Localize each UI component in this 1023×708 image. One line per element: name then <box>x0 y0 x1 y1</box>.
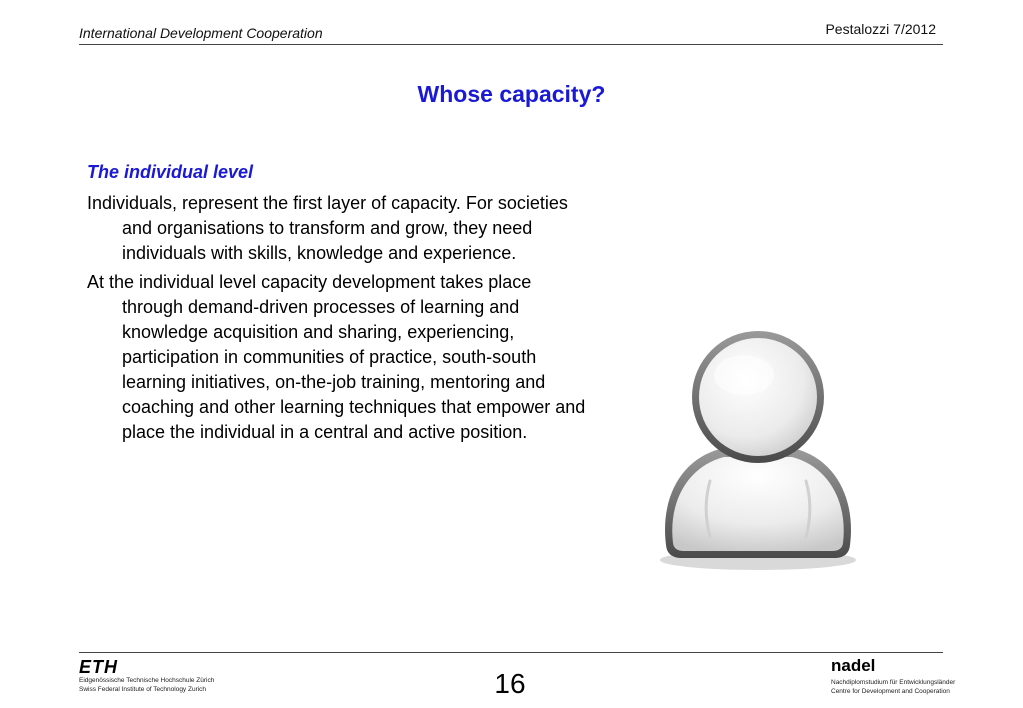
header-course-title: International Development Cooperation <box>79 25 323 41</box>
page-number: 16 <box>494 668 526 699</box>
section-subheading: The individual level <box>87 162 254 182</box>
user-avatar-icon <box>648 327 868 572</box>
footer-divider <box>79 652 943 653</box>
body-paragraph-1: Individuals, represent the first layer of capacity. For societies and organisations to transform and grow, they need individuals with skills, knowledge and experience. <box>87 193 568 263</box>
nadel-name-english: Centre for Development and Cooperation <box>831 688 950 695</box>
nadel-name-german: Nachdiplomstudium für Entwicklungsländer <box>831 679 956 686</box>
slide-body <box>87 160 587 449</box>
nadel-logo: nadel <box>831 656 876 675</box>
body-paragraph-2: At the individual level capacity development takes place through demand-driven processes of learning and knowledge acquisition and sharing, experiencing, participation in communities of practice, south-south learning initiatives, on-the-job training, mentoring and coaching and other learning techniques that empower and place the individual in a central and active position. <box>87 272 586 442</box>
eth-logo: ETH <box>79 657 118 677</box>
eth-name-english: Swiss Federal Institute of Technology Zurich <box>79 686 207 693</box>
header-divider <box>79 44 943 45</box>
eth-name-german: Eidgenössische Technische Hochschule Zürich <box>79 677 215 684</box>
slide-title: Whose capacity? <box>417 81 606 107</box>
header-author-date: Pestalozzi 7/2012 <box>825 21 936 37</box>
